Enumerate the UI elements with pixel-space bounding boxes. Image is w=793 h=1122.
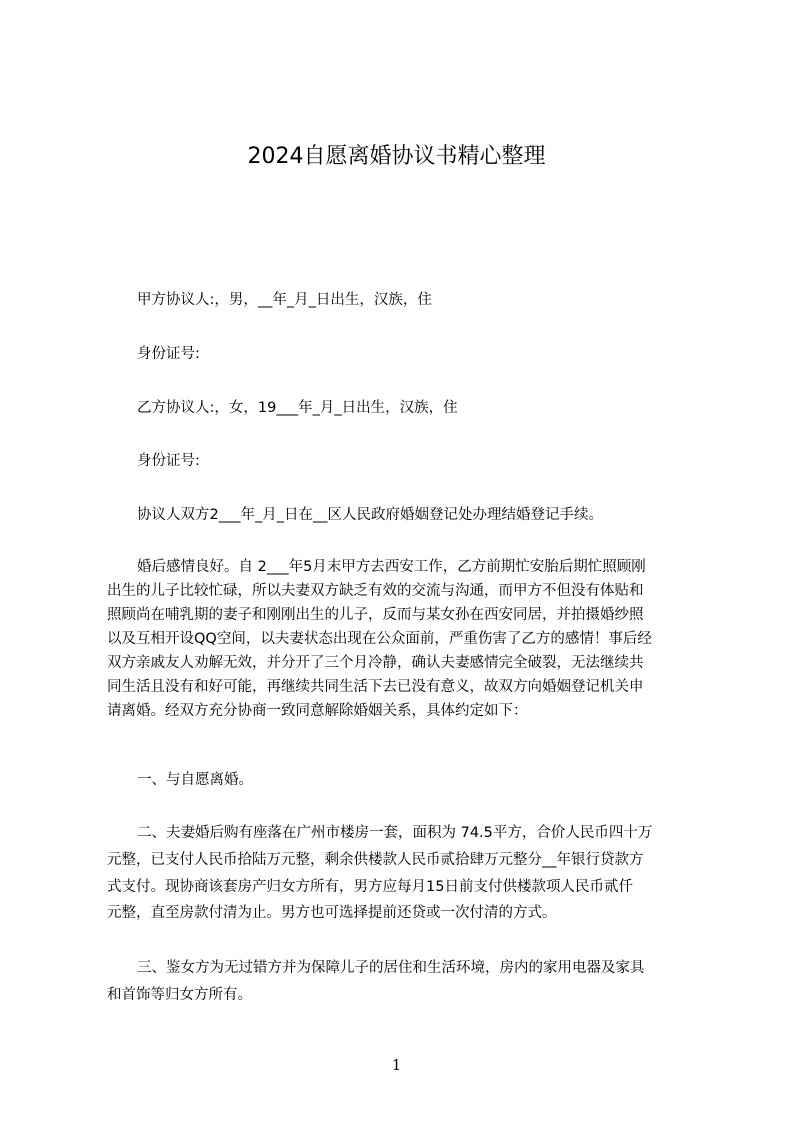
clause-2-line: 二、夫妻婚后购有座落在广州市楼房一套，面积为 74.5平方，合价人民币四十万	[137, 825, 653, 841]
clause-2-line: 元整，直至房款付清为止。男方也可选择提前还贷或一次付清的方式。	[107, 905, 557, 921]
id-a-line: 身份证号:	[137, 346, 200, 362]
background-line: 同生活且没有和好可能，再继续共同生活下去已没有意义，故双方向婚姻登记机关申	[107, 679, 644, 695]
clause-3-line: 三、鉴女方为无过错方并为保障儿子的居住和生活环境，房内的家用电器及家具	[137, 960, 645, 976]
background-line: 婚后感情良好。自 2___年5月末甲方去西安工作，乙方前期忙安胎后期忙照顾刚	[137, 559, 646, 575]
party-b-line: 乙方协议人:，女，19___年_月_日出生，汉族，住	[137, 400, 458, 416]
clause-2-line: 元整，已支付人民币拾陆万元整，剩余供楼款人民币贰拾肆万元整分__年银行贷款方	[107, 852, 644, 868]
registration-line: 协议人双方2___年_月_日在__区人民政府婚姻登记处办理结婚登记手续。	[137, 507, 603, 523]
background-line: 出生的儿子比较忙碌，所以夫妻双方缺乏有效的交流与沟通，而甲方不但没有体贴和	[107, 583, 644, 599]
background-line: 请离婚。经双方充分协商一致同意解除婚姻关系，具体约定如下：	[107, 703, 528, 719]
page-number: 1	[391, 1056, 402, 1074]
clause-2-line: 式支付。现协商该套房产归女方所有，男方应每月15日前支付供楼款项人民币贰仟	[107, 879, 633, 895]
clause-3-line: 和首饰等归女方所有。	[107, 987, 252, 1003]
document-title: 2024自愿离婚协议书精心整理	[247, 144, 546, 169]
id-b-line: 身份证号:	[137, 453, 200, 469]
background-line: 双方亲戚友人劝解无效，并分开了三个月冷静，确认夫妻感情完全破裂，无法继续共	[107, 655, 644, 671]
party-a-line: 甲方协议人:，男，__年_月_日出生，汉族，住	[137, 292, 432, 308]
clause-1: 一、与自愿离婚。	[137, 772, 253, 788]
background-line: 以及互相开设QQ空间，以夫妻状态出现在公众面前，严重伤害了乙方的感情！事后经	[107, 631, 652, 647]
background-line: 照顾尚在哺乳期的妻子和刚刚出生的儿子，反而与某女孙在西安同居，并拍摄婚纱照	[107, 607, 644, 623]
